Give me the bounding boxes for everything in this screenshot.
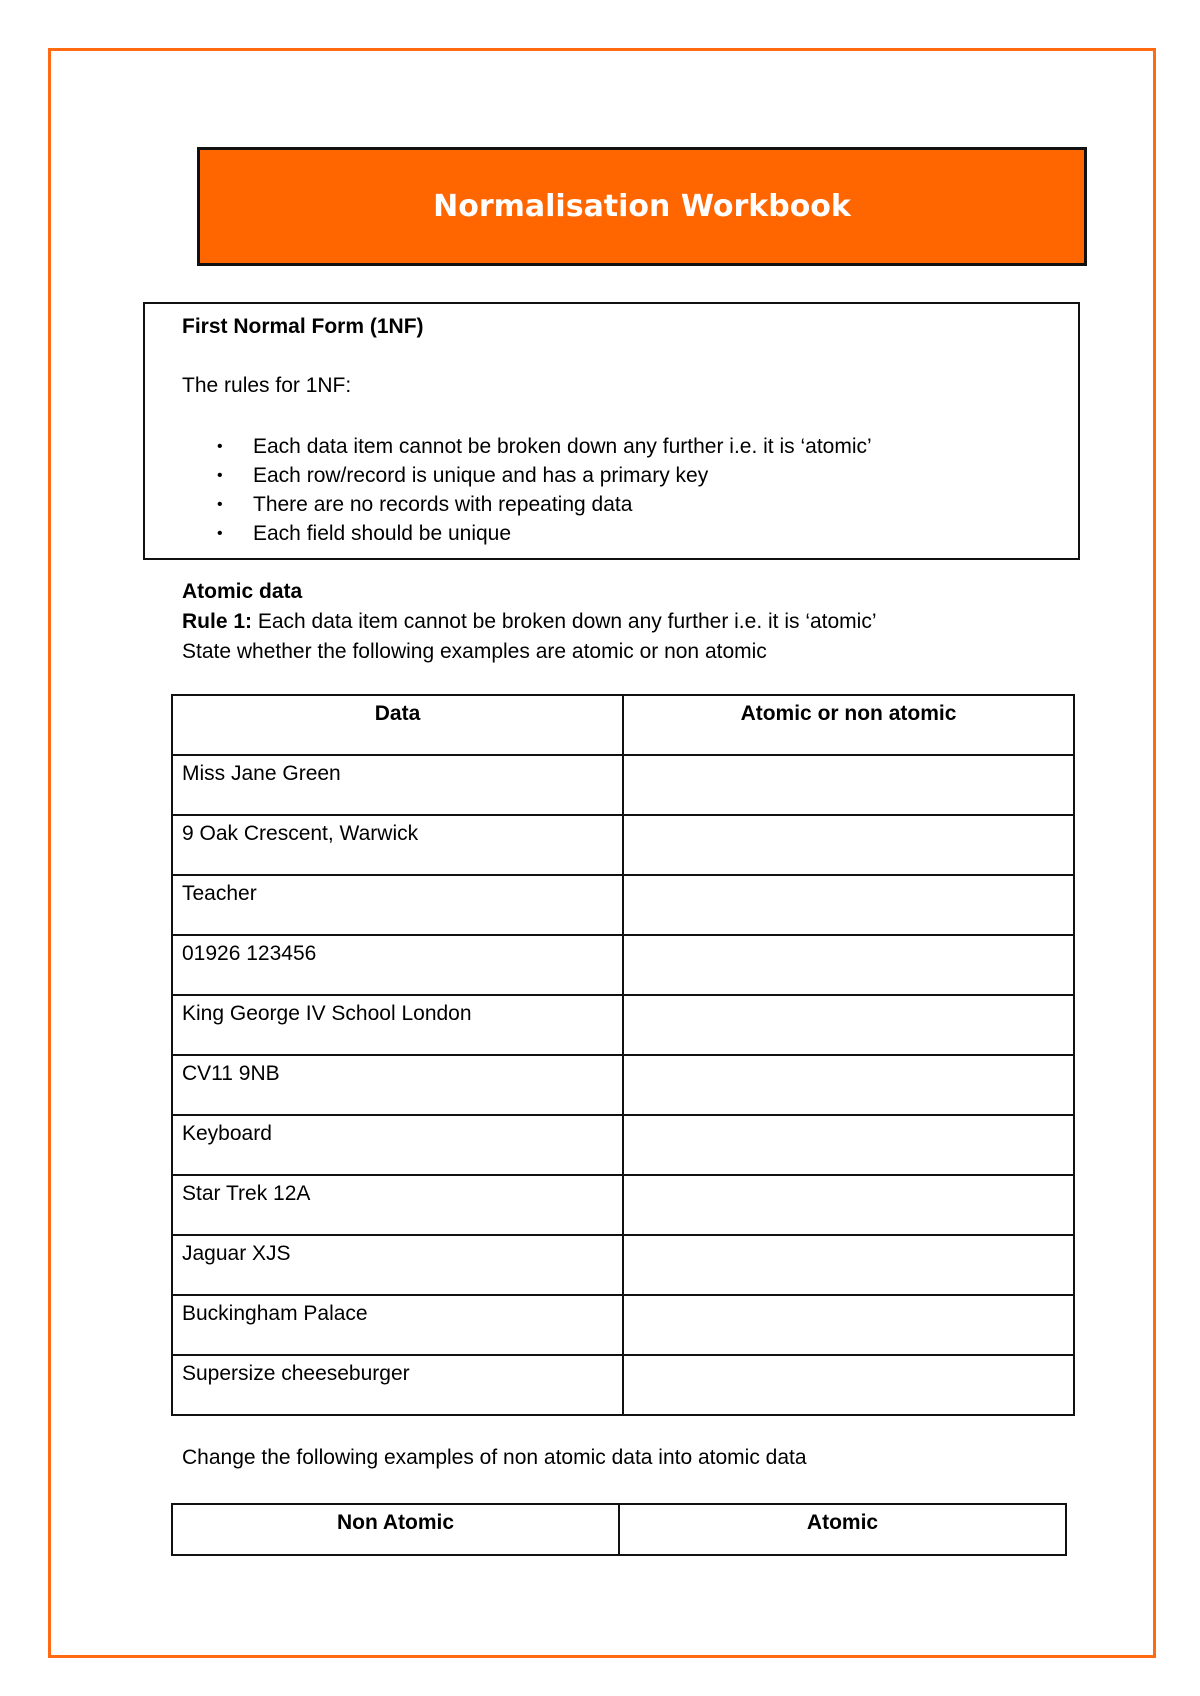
change-instruction: Change the following examples of non atomic data into atomic data bbox=[182, 1446, 807, 1469]
title-banner bbox=[197, 147, 1087, 266]
table-row bbox=[172, 935, 1074, 995]
table-row bbox=[172, 1235, 1074, 1295]
rule-item bbox=[213, 432, 872, 461]
answer-cell[interactable] bbox=[623, 935, 1074, 995]
bullet-icon: • bbox=[217, 525, 223, 542]
answer-cell[interactable] bbox=[623, 1115, 1074, 1175]
answer-cell[interactable] bbox=[623, 1055, 1074, 1115]
nf-intro: The rules for 1NF: bbox=[182, 374, 352, 397]
rule-text: Each row/record is unique and has a primary key bbox=[253, 464, 709, 487]
table-header-row bbox=[172, 695, 1074, 755]
table-row bbox=[172, 1295, 1074, 1355]
data-cell: Jaguar XJS bbox=[172, 1235, 623, 1295]
table-row bbox=[172, 1055, 1074, 1115]
non-atomic-table bbox=[171, 1503, 1067, 1556]
data-cell: 9 Oak Crescent, Warwick bbox=[172, 815, 623, 875]
rule-item bbox=[213, 519, 872, 548]
answer-cell[interactable] bbox=[623, 1355, 1074, 1415]
data-cell: 01926 123456 bbox=[172, 935, 623, 995]
atomic-instruction: State whether the following examples are atomic or non atomic bbox=[182, 640, 767, 663]
rule-text: Each field should be unique bbox=[253, 522, 512, 545]
data-cell: Miss Jane Green bbox=[172, 755, 623, 815]
atomic-table bbox=[171, 694, 1075, 1416]
answer-cell[interactable] bbox=[623, 1295, 1074, 1355]
bullet-icon: • bbox=[217, 496, 223, 513]
rule-item bbox=[213, 490, 872, 519]
data-cell: King George IV School London bbox=[172, 995, 623, 1055]
rule-text: There are no records with repeating data bbox=[253, 493, 633, 516]
nf-heading: First Normal Form (1NF) bbox=[182, 315, 424, 338]
page-title: Normalisation Workbook bbox=[433, 189, 851, 224]
rule-label: Rule 1: bbox=[182, 610, 253, 633]
header-atomic: Atomic or non atomic bbox=[623, 695, 1074, 755]
answer-cell[interactable] bbox=[623, 755, 1074, 815]
data-cell: Star Trek 12A bbox=[172, 1175, 623, 1235]
table-row bbox=[172, 995, 1074, 1055]
table-row bbox=[172, 755, 1074, 815]
table-row bbox=[172, 1175, 1074, 1235]
rules-list bbox=[213, 432, 872, 548]
bullet-icon: • bbox=[217, 467, 223, 484]
rule-item bbox=[213, 461, 872, 490]
data-cell: Supersize cheeseburger bbox=[172, 1355, 623, 1415]
rule-text: Each data item cannot be broken down any further i.e. it is ‘atomic’ bbox=[252, 610, 877, 633]
header-atomic: Atomic bbox=[619, 1504, 1066, 1555]
data-cell: Keyboard bbox=[172, 1115, 623, 1175]
data-cell: Buckingham Palace bbox=[172, 1295, 623, 1355]
table-row bbox=[172, 1355, 1074, 1415]
header-non-atomic: Non Atomic bbox=[172, 1504, 619, 1555]
rule-1 bbox=[182, 610, 877, 634]
answer-cell[interactable] bbox=[623, 1175, 1074, 1235]
answer-cell[interactable] bbox=[623, 875, 1074, 935]
answer-cell[interactable] bbox=[623, 1235, 1074, 1295]
bullet-icon: • bbox=[217, 438, 223, 455]
table-row bbox=[172, 875, 1074, 935]
table-row bbox=[172, 815, 1074, 875]
rule-text: Each data item cannot be broken down any further i.e. it is ‘atomic’ bbox=[253, 435, 872, 458]
data-cell: CV11 9NB bbox=[172, 1055, 623, 1115]
table-header-row bbox=[172, 1504, 1066, 1555]
answer-cell[interactable] bbox=[623, 995, 1074, 1055]
answer-cell[interactable] bbox=[623, 815, 1074, 875]
atomic-heading: Atomic data bbox=[182, 580, 303, 603]
table-row bbox=[172, 1115, 1074, 1175]
header-data: Data bbox=[172, 695, 623, 755]
data-cell: Teacher bbox=[172, 875, 623, 935]
